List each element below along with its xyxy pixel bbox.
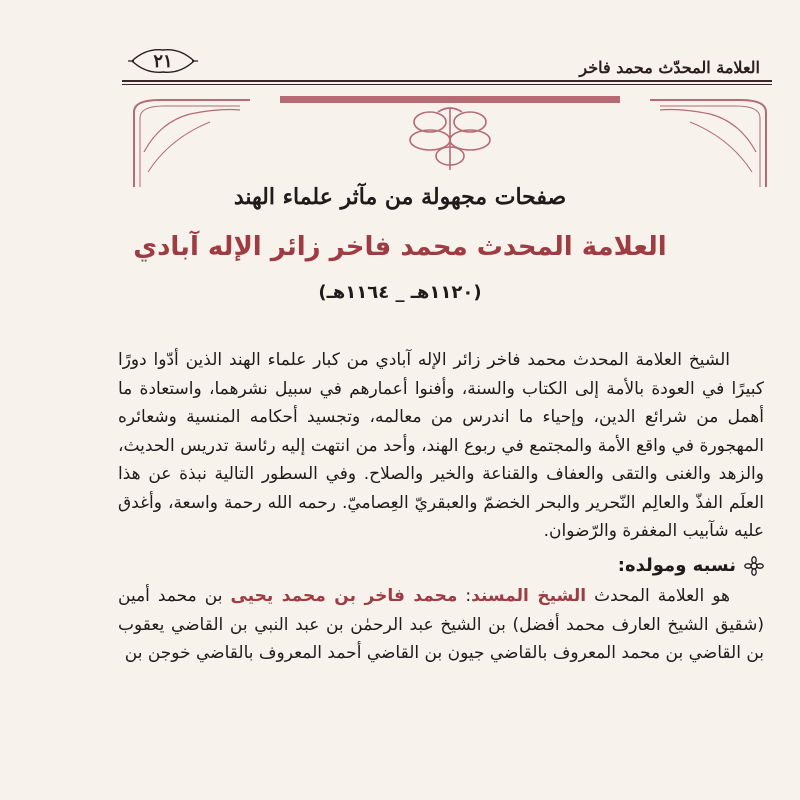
lineage-title-highlight: الشيخ المسند: [471, 586, 587, 606]
life-dates: (١١٢٠هـ _ ١١٦٤هـ): [318, 282, 482, 303]
lineage-rest: بن محمد أمين (شقيق الشيخ العارف محمد أفضل) بن الشيخ عبد الرحمٰن بن عبد النبي بن القاضي يعقوب بن القاضي بن محمد المعروف بالقاضي جيون بن القاضي أحمد المعروف بالقاضي خوجن بن: [118, 586, 764, 663]
header-ornament: [120, 92, 780, 192]
lineage-prefix: هو العلامة المحدث: [594, 586, 730, 606]
article-title: العلامة المحدث محمد فاخر زائر الإله آبادي: [133, 232, 667, 262]
flower-ornament-icon: [744, 556, 764, 576]
section-heading: صفحات مجهولة من مآثر علماء الهند: [233, 184, 567, 210]
page-number: ٢١: [153, 50, 173, 72]
intro-paragraph: الشيخ العلامة المحدث محمد فاخر زائر الإله آبادي من كبار علماء الهند الذين أدّوا دورًا كبيرًا في العودة بالأمة إلى الكتاب والسنة، وأفنوا أعمارهم في سبيل نشرهما، واستعادة ما أهمل من شرائع الدين، وإحياء ما اندرس من معالمه، وتجسيد أحكامه المنسية وشعائره المهجورة في واقع الأمة والمجتمع في ربوع الهند، وأحد من انتهت إليه رئاسة تدريس الحديث، والزهد والغنى والتقى والعفاف والقناعة والخير والصلاح. وفي السطور التالية نبذة عن هذا العلَم الفذّ والعالِم النّحرير والبحر الخضمّ والعبقريّ العِصاميّ. رحمه الله رحمة واسعة، وأغدق عليه شآبيب المغفرة والرّضوان.: [118, 350, 764, 541]
article-body: [118, 346, 764, 668]
subheading-lineage: [118, 552, 764, 581]
lineage-colon: :: [457, 586, 472, 606]
subheading-text: نسبه ومولده:: [617, 554, 736, 576]
header-rule: [122, 80, 772, 82]
lineage-name-highlight: محمد فاخر بن محمد يحيى: [230, 586, 458, 606]
page-number-badge: [126, 48, 200, 74]
header-rule-thin: [122, 84, 772, 85]
lineage-paragraph: [118, 582, 764, 668]
running-title: العلامة المحدّث محمد فاخر: [579, 58, 760, 77]
